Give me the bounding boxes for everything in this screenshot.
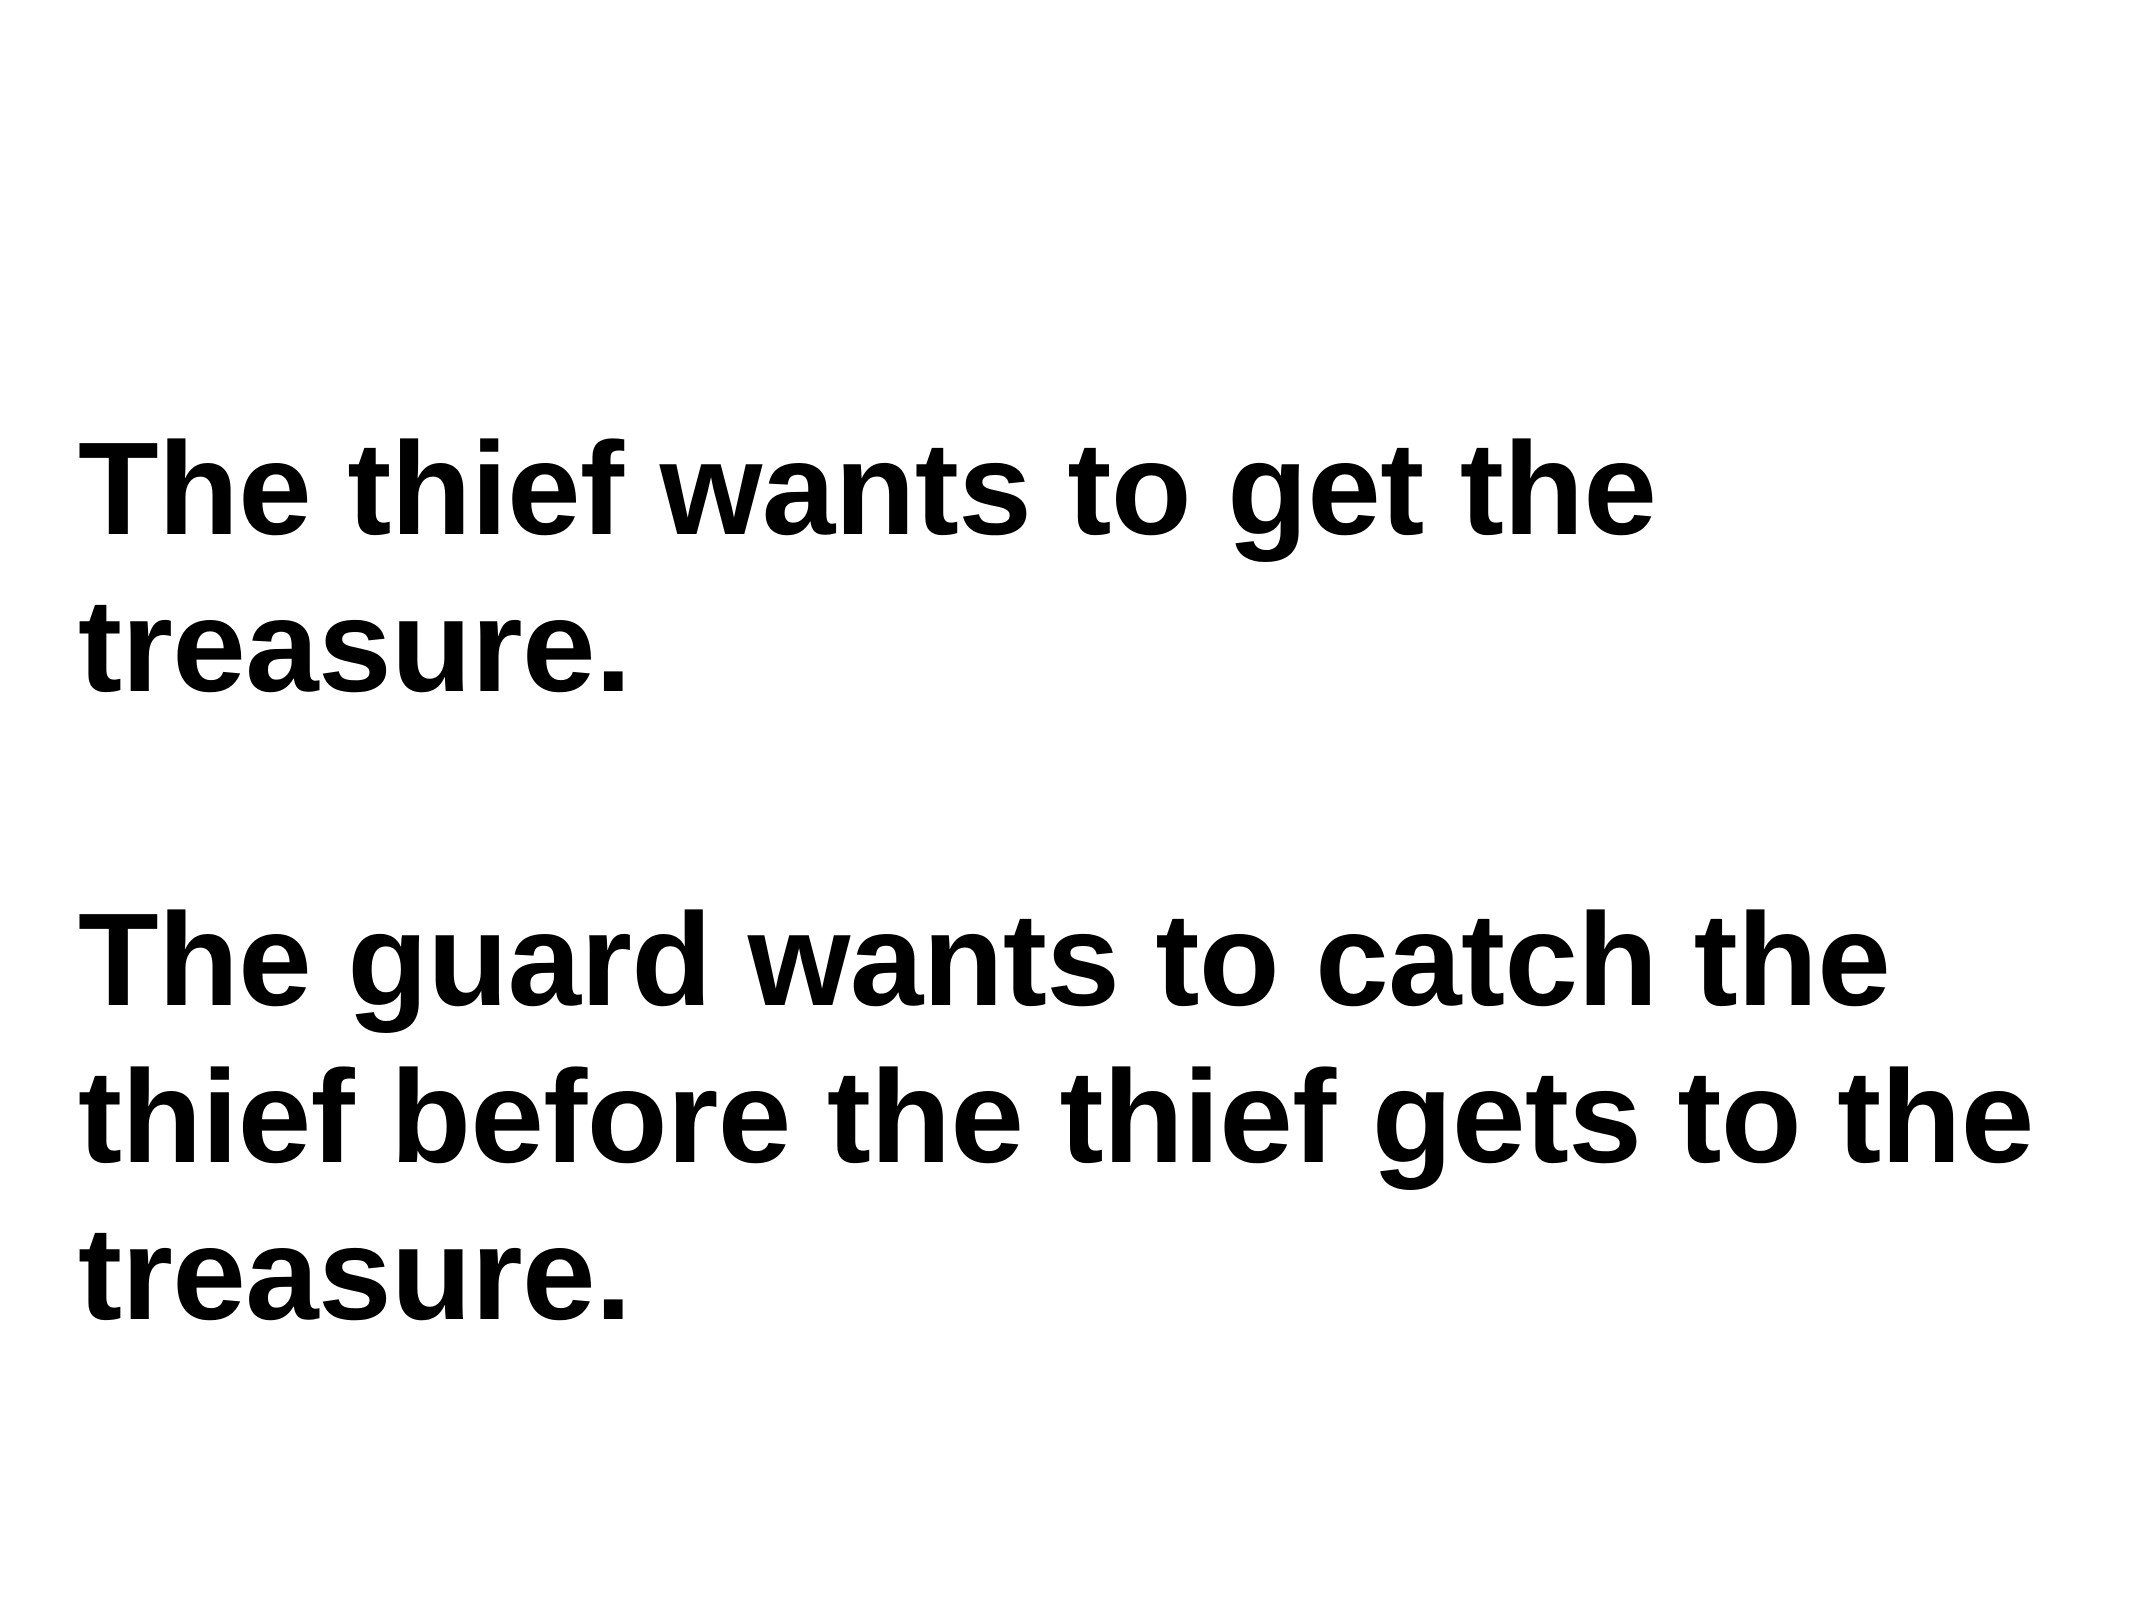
paragraph-guard-goal: The guard wants to catch the thief before the thief gets to the treasure. <box>78 886 2034 1347</box>
paragraph-thief-goal: The thief wants to get the treasure. <box>78 415 1657 719</box>
slide-body-text <box>78 410 2058 1352</box>
